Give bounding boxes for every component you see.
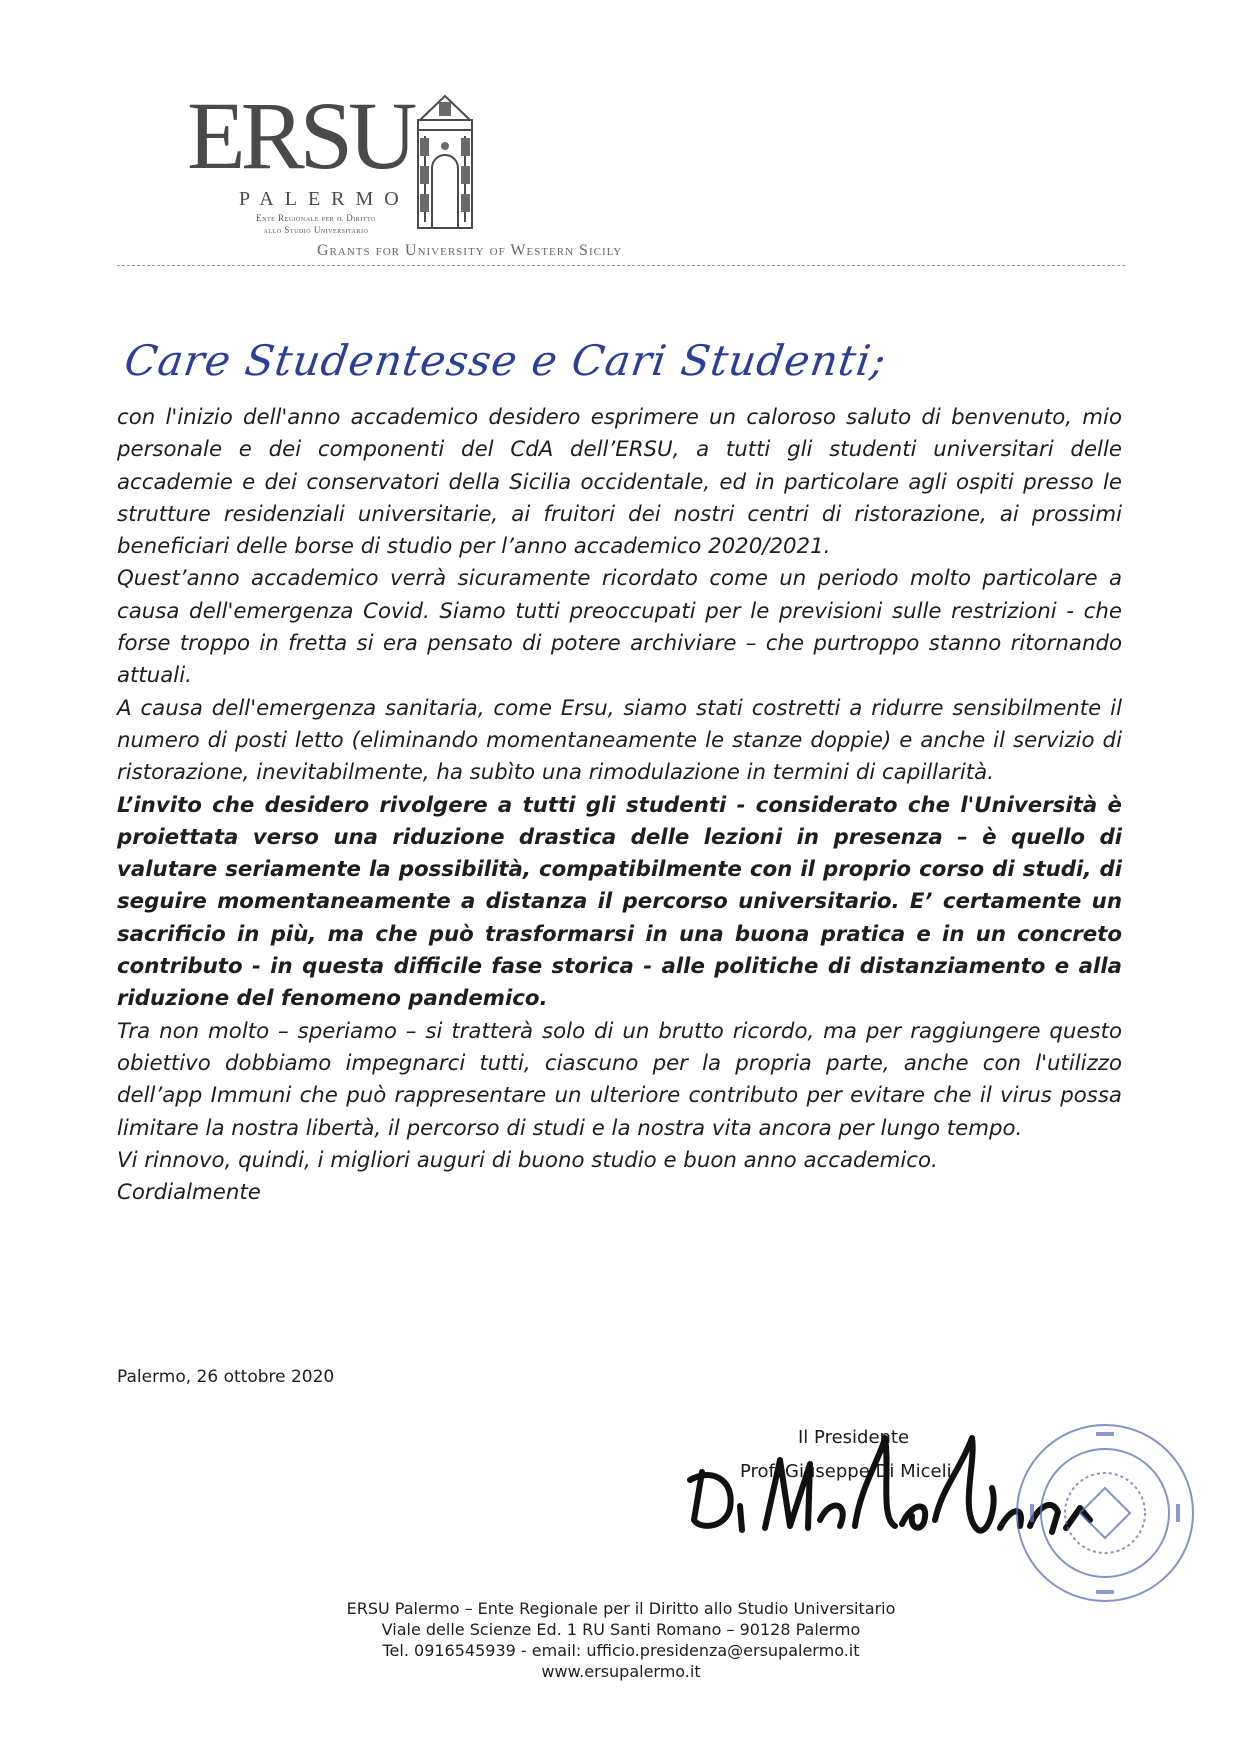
header-divider (117, 265, 1125, 266)
body-paragraph: A causa dell'emergenza sanitaria, come Ersu, siamo stati costretti a ridurre sensibilmente il numero di posti letto (eliminando momentaneamente le stanze doppie) e anche il servizio di ristorazione, inevitabilmente, ha subìto una rimodulazione in termini di capillarità. (117, 695, 1122, 786)
handwritten-salutation: Care Studentesse e Cari Studenti; (121, 336, 890, 385)
logo-ente-line1: Ente Regionale per il Diritto (256, 213, 376, 223)
body-paragraph: Vi rinnovo, quindi, i migliori auguri di buono studio e buon anno accademico. (117, 1147, 938, 1173)
body-paragraph: Tra non molto – speriamo – si tratterà solo di un brutto ricordo, ma per raggiungere questo obiettivo dobbiamo impegnarci tutti, ciascuno per la propria parte, anche con l'utilizzo dell’app Immuni che può rappresentare un ulteriore contributo per evitare che il virus possa limitare la nostra libertà, il percorso di studi e la nostra vita ancora per lungo tempo. (117, 1018, 1122, 1141)
signer-name: Prof. Giuseppe Di Miceli (740, 1461, 952, 1482)
letterhead-tagline: Grants for University of Western Sicily (317, 242, 623, 259)
date-line: Palermo, 26 ottobre 2020 (117, 1367, 335, 1387)
body-paragraph-emphasis: L’invito che desidero rivolgere a tutti gli studenti - considerato che l'Università è proiettata verso una riduzione drastica delle lezioni in presenza – è quello di valutare seriamente la possibilità, compatibilmente con il proprio corso di studi, di seguire momentaneamente a distanza il percorso universitario. E’ certamente un sacrificio in più, ma che può trasformarsi in una buona pratica e in un concreto contributo - in questa difficile fase storica - alle politiche di distanziamento e alla riduzione del fenomeno pandemico. (117, 792, 1122, 1012)
official-stamp-icon (1010, 1418, 1200, 1608)
footer (250, 1598, 992, 1682)
logo-ente-line2: allo Studio Universitario (263, 225, 369, 235)
logo-city: PALERMO (239, 188, 410, 210)
footer-contact: Tel. 0916545939 - email: ufficio.presidenza@ersupalermo.it (382, 1641, 860, 1660)
footer-org: ERSU Palermo – Ente Regionale per il Diritto allo Studio Universitario (346, 1599, 896, 1618)
body-paragraph: Quest’anno accademico verrà sicuramente ricordato come un periodo molto particolare a causa dell'emergenza Covid. Siamo tutti preoccupati per le previsioni sulle restrizioni - che forse troppo in fretta si era pensato di potere archiviare – che purtroppo stanno ritornando attuali. (117, 566, 1122, 689)
signer-title: Il Presidente (798, 1427, 910, 1448)
body-paragraph: con l'inizio dell'anno accademico desidero esprimere un caloroso saluto di benvenuto, mio personale e dei componenti del CdA dell’ERSU, a tutti gli studenti universitari delle accademie e dei conservatori della Sicilia occidentale, ed in particolare agli ospiti presso le strutture residenziali universitarie, ai fruitori dei nostri centri di ristorazione, ai prossimi beneficiari delle borse di studio per l’anno accademico 2020/2021. (117, 405, 1122, 560)
logo-ente-text (241, 212, 391, 236)
letter-body (117, 402, 1122, 1209)
closing: Cordialmente (117, 1180, 261, 1206)
footer-address: Viale delle Scienze Ed. 1 RU Santi Romano – 90128 Palermo (381, 1620, 861, 1639)
gate-emblem-icon (412, 90, 478, 230)
footer-website: www.ersupalermo.it (541, 1662, 701, 1681)
logo-wordmark: ERSU (187, 82, 413, 189)
